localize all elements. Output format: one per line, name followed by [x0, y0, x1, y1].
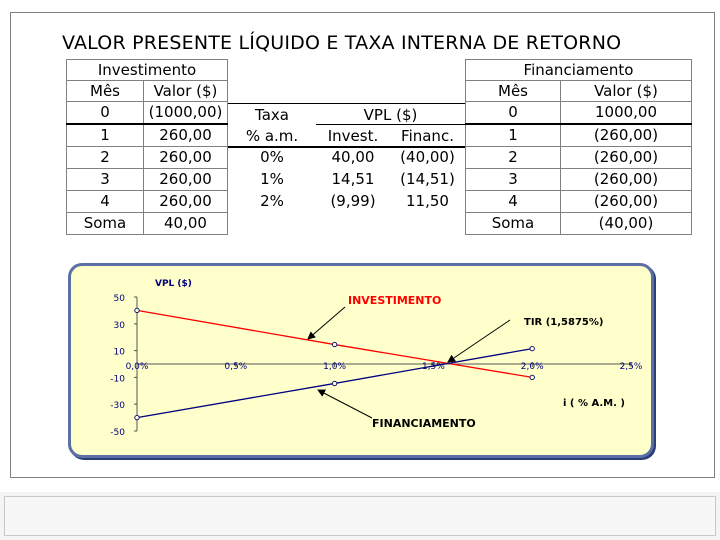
x-tick-label: 0,5% — [224, 362, 248, 372]
investimento-mes-cell: 0 — [67, 102, 144, 125]
investimento-mes-cell: 2 — [67, 147, 144, 169]
investimento-mes-cell: 4 — [67, 191, 144, 213]
vpl-col-taxa: Taxa — [255, 106, 289, 124]
investimento-row — [67, 124, 228, 147]
vpl-taxa-cell: 1% — [260, 170, 284, 188]
financiamento-table — [465, 59, 692, 235]
vpl-taxa-cell: 2% — [260, 192, 284, 210]
investimento-col-valor: Valor ($) — [144, 81, 228, 102]
financiamento-mes-cell: 3 — [466, 169, 561, 191]
investimento-header: Investimento — [67, 60, 228, 81]
x-axis-label: i ( % A.M. ) — [563, 398, 625, 409]
investimento-valor-cell: 260,00 — [144, 147, 228, 169]
financiamento-row — [466, 102, 692, 125]
financiamento-row — [466, 191, 692, 213]
vpl-sub-line — [316, 124, 465, 125]
investimento-row — [67, 213, 228, 235]
vpl-invest-cell: (9,99) — [330, 192, 376, 210]
financiamento-col-valor: Valor ($) — [561, 81, 692, 102]
vpl-financ-cell: (40,00) — [400, 148, 455, 166]
financiamento-row — [466, 213, 692, 235]
investimento-valor-cell: 40,00 — [144, 213, 228, 235]
vpl-invest-cell: 14,51 — [331, 170, 375, 188]
financiamento-mes-cell: 1 — [466, 124, 561, 147]
vpl-financ-cell: (14,51) — [400, 170, 455, 188]
vpl-top-line — [228, 103, 465, 104]
investimento-table — [66, 59, 228, 235]
investimento-valor-cell: 260,00 — [144, 169, 228, 191]
investimento-row — [67, 102, 228, 125]
y-axis-label: VPL ($) — [155, 279, 192, 289]
vpl-financ-cell: 11,50 — [406, 192, 449, 210]
vpl-col-taxa-unit: % a.m. — [245, 127, 299, 145]
x-tick-label: 1,5% — [421, 362, 445, 372]
chart-panel — [68, 263, 654, 458]
financiamento-row — [466, 169, 692, 191]
investimento-valor-cell: 260,00 — [144, 124, 228, 147]
y-tick-label: 30 — [113, 320, 125, 331]
vpl-col-vpl: VPL ($) — [363, 106, 418, 124]
investimento-valor-cell: 260,00 — [144, 191, 228, 213]
investimento-valor-cell: (1000,00) — [144, 102, 228, 125]
investimento-row — [67, 191, 228, 213]
vpl-col-financ: Financ. — [401, 127, 454, 145]
y-tick-label: 50 — [113, 294, 125, 304]
vpl-col-invest: Invest. — [327, 127, 379, 145]
vpl-taxa-cell: 0% — [260, 148, 284, 166]
page-title: VALOR PRESENTE LÍQUIDO E TAXA INTERNA DE RETORNO — [62, 32, 622, 54]
investimento-mes-cell: 3 — [67, 169, 144, 191]
y-tick-label: -30 — [110, 401, 125, 412]
investimento-mes-cell: 1 — [67, 124, 144, 147]
investimento-row — [67, 147, 228, 169]
financiamento-row — [466, 147, 692, 169]
financiamento-mes-cell: Soma — [466, 213, 561, 235]
investimento-annotation: INVESTIMENTO — [348, 294, 442, 307]
financiamento-annotation: FINANCIAMENTO — [372, 417, 476, 430]
y-tick-label: -50 — [110, 428, 125, 438]
financiamento-valor-cell: (260,00) — [561, 191, 692, 213]
x-tick-label: 2,5% — [619, 362, 643, 372]
x-tick-label: 1,0% — [323, 362, 347, 372]
tir-annotation: TIR (1,5875%) — [524, 317, 604, 328]
financiamento-col-mes: Mês — [466, 81, 561, 102]
financiamento-valor-cell: (40,00) — [561, 213, 692, 235]
financiamento-valor-cell: (260,00) — [561, 147, 692, 169]
investimento-col-mes: Mês — [67, 81, 144, 102]
y-tick-label: 10 — [113, 347, 125, 358]
financiamento-header: Financiamento — [466, 60, 692, 81]
bottom-strip-inner — [4, 496, 716, 536]
x-tick-label: 0,0% — [125, 362, 149, 372]
financiamento-valor-cell: 1000,00 — [561, 102, 692, 125]
vpl-invest-cell: 40,00 — [331, 148, 375, 166]
financiamento-valor-cell: (260,00) — [561, 169, 692, 191]
financiamento-row — [466, 124, 692, 147]
financiamento-valor-cell: (260,00) — [561, 124, 692, 147]
investimento-row — [67, 169, 228, 191]
financiamento-mes-cell: 2 — [466, 147, 561, 169]
y-tick-label: -10 — [110, 374, 125, 385]
x-tick-label: 2,0% — [520, 362, 544, 372]
financiamento-mes-cell: 4 — [466, 191, 561, 213]
investimento-mes-cell: Soma — [67, 213, 144, 235]
bottom-strip — [0, 492, 720, 540]
financiamento-mes-cell: 0 — [466, 102, 561, 125]
